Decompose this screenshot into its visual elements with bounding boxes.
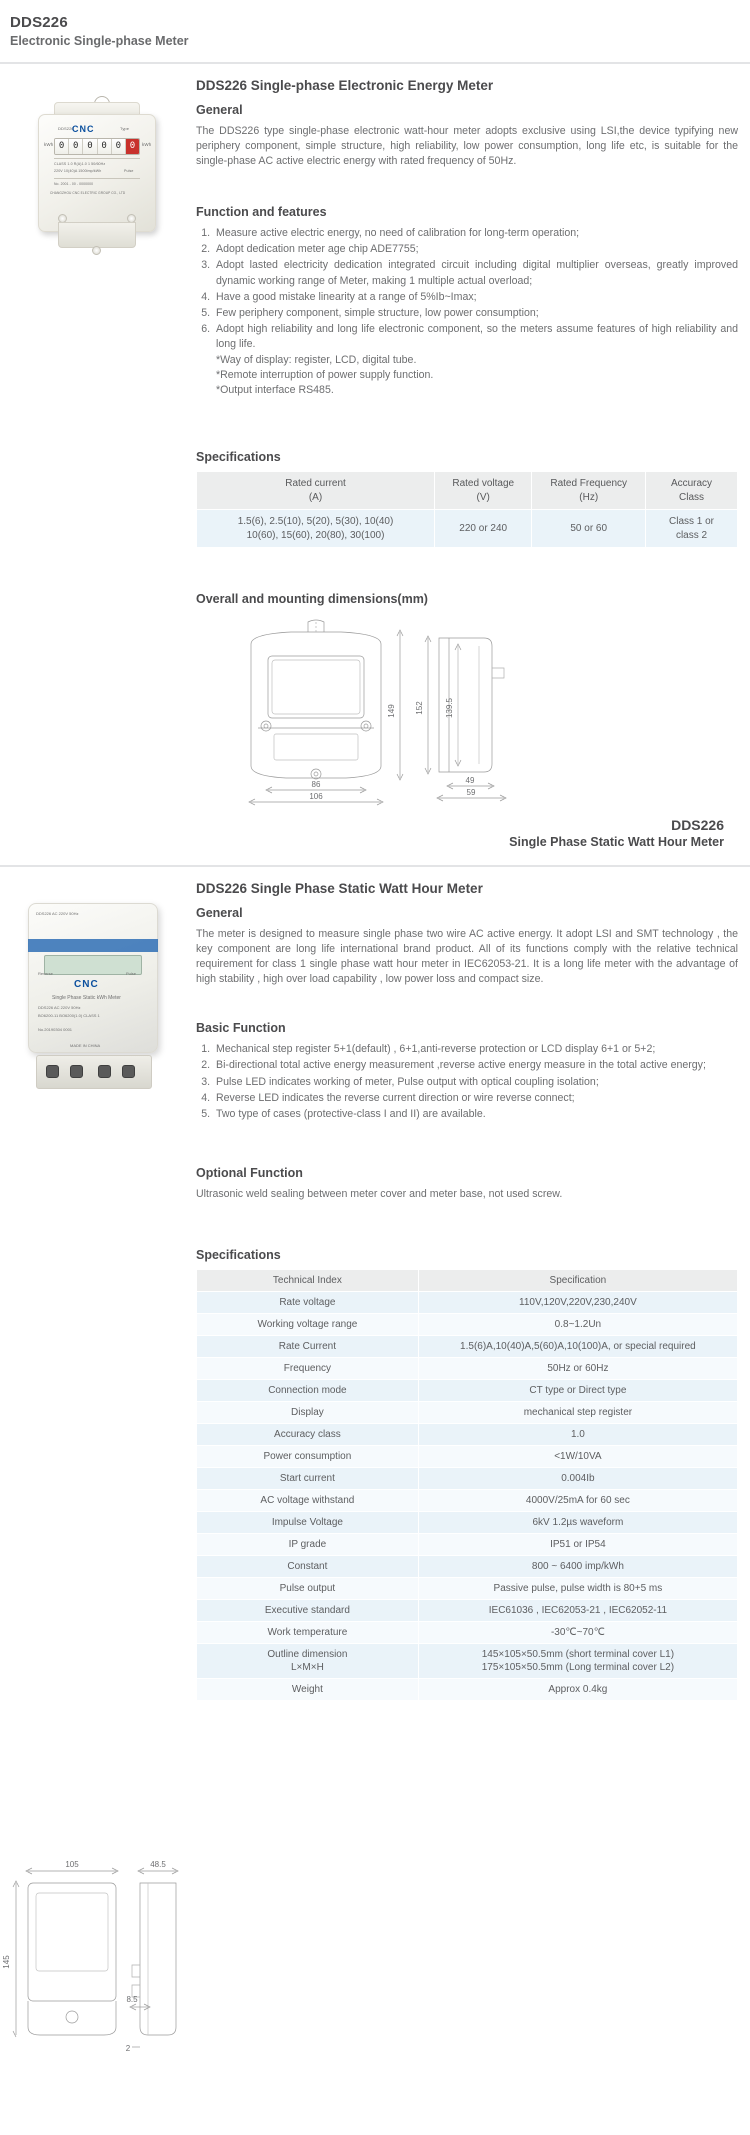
spec-heading-1: Specifications: [196, 450, 281, 465]
meter-divider-line: [54, 178, 140, 179]
product-image-2-column: [0, 881, 196, 1095]
dimension-svg-2: [0, 1855, 196, 2105]
spec-key: Display: [197, 1402, 419, 1424]
basic-function-item: 1. Mechanical step register 5+1(default) , 6+1,anti-reverse protection or LCD display 6+1 or 5+2;: [213, 1042, 738, 1057]
spec-key: Connection mode: [197, 1380, 419, 1402]
section-1: [0, 78, 750, 849]
spec-key: Constant: [197, 1556, 419, 1578]
feature-item: 5. Few periphery component, simple structure, low power consumption;: [213, 306, 738, 321]
meter-type-label-left: DDS226: [58, 126, 74, 131]
meter-spec-line-1: CLASS 1.0 R(A)1.0 1 50/60Hz: [54, 162, 106, 166]
dim2-side-small: 8.5: [126, 1995, 138, 2004]
dim-front-width-outer: 106: [309, 792, 323, 802]
table-row: [197, 1490, 738, 1512]
dim-side-depth-inner: 49: [465, 776, 475, 786]
spec-value: 0.004Ib: [418, 1468, 737, 1490]
spec-value: 4000V/25mA for 60 sec: [418, 1490, 737, 1512]
spec-key: Executive standard: [197, 1600, 419, 1622]
general-text-2: The meter is designed to measure single phase two wire AC active energy. It adopt LSI and SMT technology , the key component are long life international brand product. All of its functions comply with the relative technical requirement for class 1 single phase watt hour meter in IEC62053-21. It is a long life meter with the advantage of high stability , high over load capability , low power loss and compact size.: [196, 928, 738, 986]
cell-accuracy-class: Class 1 or class 2: [646, 510, 738, 548]
spec-key: Rate voltage: [197, 1292, 419, 1314]
spec-key: Pulse output: [197, 1578, 419, 1600]
spec-value: 0.8~1.2Un: [418, 1314, 737, 1336]
optional-function-heading: Optional Function: [196, 1166, 303, 1181]
basic-function-heading: Basic Function: [196, 1021, 286, 1036]
terminal-hole: [98, 1065, 111, 1078]
table-row: [197, 1380, 738, 1402]
meter2-title-label: Single Phase Static kWh Meter: [52, 995, 121, 1002]
table-row: [197, 1578, 738, 1600]
register-digit-decimal: 0: [126, 139, 139, 154]
feature-note: *Output interface RS485.: [216, 384, 334, 397]
spec-table-1: [196, 471, 738, 548]
meter-divider-line: [54, 158, 140, 159]
spec-value: IP51 or IP54: [418, 1534, 737, 1556]
table-row: [197, 1600, 738, 1622]
meter2-blue-band: [28, 939, 158, 952]
dim2-side-width: 48.5: [150, 1860, 166, 1869]
general-heading-1: General: [196, 103, 243, 117]
dim2-front-width: 105: [65, 1860, 79, 1869]
spec-value: 110V,120V,220V,230,240V: [418, 1292, 737, 1314]
dimensions-heading-1: Overall and mounting dimensions(mm): [196, 592, 428, 607]
general-heading-2: General: [196, 906, 243, 921]
meter-bottom-screw: [92, 246, 101, 255]
table-row: [197, 1358, 738, 1380]
spec-key: Accuracy class: [197, 1424, 419, 1446]
spec-key: Start current: [197, 1468, 419, 1490]
feature-note: *Way of display: register, LCD, digital tube.: [216, 353, 417, 366]
basic-function-list: [196, 1042, 738, 1122]
meter2-pulse-label: Pulse: [126, 971, 137, 977]
meter-type-label-right: Type: [120, 126, 130, 131]
product-caption-1: [196, 817, 738, 849]
page-title: DDS226: [10, 14, 68, 31]
spec-value: CT type or Direct type: [418, 1380, 737, 1402]
spec-value: 6kV 1.2µs waveform: [418, 1512, 737, 1534]
table-row: [197, 1424, 738, 1446]
spec-value: -30℃~70℃: [418, 1622, 737, 1644]
section-divider: [0, 865, 750, 867]
dim-front-height: 149: [387, 704, 396, 718]
table-row: [197, 1446, 738, 1468]
col-header-rated-frequency: Rated Frequency (Hz): [532, 472, 646, 510]
meter2-top-label: DDS226 AC 220V 50Hz: [36, 911, 79, 917]
meter2-origin-label: MADE IN CHINA: [70, 1043, 101, 1049]
meter2-brand-logo: CNC: [74, 979, 99, 991]
table-row: [197, 1556, 738, 1578]
dim-side-depth-outer: 59: [466, 788, 476, 798]
page-subtitle: Electronic Single-phase Meter: [10, 34, 189, 48]
feature-item: [213, 322, 738, 398]
table-row: [197, 1402, 738, 1424]
product-photo-dds226-meter: [28, 96, 168, 256]
table-row: [197, 1468, 738, 1490]
spec-value: mechanical step register: [418, 1402, 737, 1424]
cell-rated-voltage: 220 or 240: [435, 510, 532, 548]
spec-key: Rate Current: [197, 1336, 419, 1358]
dim2-front-height: 145: [2, 1955, 11, 1969]
spec-value: IEC61036 , IEC62053-21 , IEC62052-11: [418, 1600, 737, 1622]
meter2-serial-line: No.20190304 0001: [38, 1027, 73, 1033]
section-2-content: [196, 881, 750, 1701]
spec-key: Impulse Voltage: [197, 1512, 419, 1534]
feature-note: *Remote interruption of power supply function.: [216, 368, 434, 381]
meter-body: [38, 114, 156, 232]
register-digit: 0: [83, 139, 97, 154]
table-row: [197, 510, 738, 548]
spec-key: Frequency: [197, 1358, 419, 1380]
spec-value: 1.5(6)A,10(40)A,5(60)A,10(100)A, or special required: [418, 1336, 737, 1358]
meter-pulse-label: Pulse: [124, 169, 134, 173]
spec-table-2: [196, 1269, 738, 1701]
meter-brand-logo: CNC: [72, 124, 95, 134]
basic-function-item: 4. Reverse LED indicates the reverse current direction or wire reverse connect;: [213, 1091, 738, 1106]
dimension-drawing-2: [0, 1855, 196, 2105]
cell-rated-current: 1.5(6), 2.5(10), 5(20), 5(30), 10(40) 10(60), 15(60), 20(80), 30(100): [197, 510, 435, 548]
spec-key: Power consumption: [197, 1446, 419, 1468]
feature-item: 4. Have a good mistake linearity at a range of 5%Ib~Imax;: [213, 290, 738, 305]
meter-unit-left: kWh: [44, 142, 54, 147]
header-divider: [0, 62, 750, 64]
feature-item: 3. Adopt lasted electricity dedication integrated circuit including digital multiplier overseas, greatly improved dynamic working range of Meter, making 1 multiple actual overload;: [213, 258, 738, 288]
basic-function-item: 3. Pulse LED indicates working of meter, Pulse output with optical coupling isolation;: [213, 1075, 738, 1090]
dimension-svg-1: [196, 616, 556, 811]
spec-value: 1.0: [418, 1424, 737, 1446]
section-1-title: DDS226 Single-phase Electronic Energy Meter: [196, 78, 494, 93]
features-heading: Function and features: [196, 205, 327, 219]
dim-side-height-outer: 152: [415, 701, 424, 715]
document-header: [0, 0, 750, 56]
section-2-title: DDS226 Single Phase Static Watt Hour Meter: [196, 881, 483, 897]
feature-item: 2. Adopt dedication meter age chip ADE7755;: [213, 242, 738, 257]
meter2-reverse-label: Reverse: [38, 971, 53, 977]
table-row: [197, 1314, 738, 1336]
terminal-hole: [122, 1065, 135, 1078]
meter-terminal-block: [58, 222, 136, 248]
col-header-technical-index: Technical Index: [197, 1270, 419, 1292]
table-row: [197, 1679, 738, 1701]
product-photo-static-watt-hour-meter: [22, 895, 172, 1095]
basic-function-item: 2. Bi-directional total active energy measurement ,reverse active energy measure in the total active energy;: [213, 1058, 738, 1073]
meter-spec-line-2: 220V 10(40)A 1500imp/kWh: [54, 169, 102, 173]
col-header-specification: Specification: [418, 1270, 737, 1292]
table-row: [197, 1512, 738, 1534]
table-header-row: [197, 472, 738, 510]
spec-value: 50Hz or 60Hz: [418, 1358, 737, 1380]
register-digit: 0: [98, 139, 112, 154]
optional-function-text: Ultrasonic weld sealing between meter cover and meter base, not used screw.: [196, 1188, 563, 1201]
spec-key: Weight: [197, 1679, 419, 1701]
table-row: [197, 1534, 738, 1556]
meter-manufacturer-line: CHANGZHOU CNC ELECTRIC GROUP CO., LTD: [50, 191, 126, 195]
section-1-content: [196, 78, 750, 849]
col-header-rated-current: Rated current (A): [197, 472, 435, 510]
general-text-1: The DDS226 type single-phase electronic watt-hour meter adopts exclusive using LSI,the device typifying new periphery component, simple structure, high reliability, low power consumption, long life etc, is suitable for the single-phase AC active electric energy with rated frequency of 50Hz.: [196, 125, 738, 167]
table-header-row: [197, 1270, 738, 1292]
dimension-drawing-1: [196, 616, 738, 811]
basic-function-item: 5. Two type of cases (protective-class I and II) are available.: [213, 1107, 738, 1122]
terminal-hole: [70, 1065, 83, 1078]
table-row: [197, 1644, 738, 1679]
cell-rated-frequency: 50 or 60: [532, 510, 646, 548]
register-digit: 0: [112, 139, 126, 154]
section-2: [0, 881, 750, 1701]
col-header-rated-voltage: Rated voltage (V): [435, 472, 532, 510]
meter2-spec-line-2: BO6200-11 BO6200(1.0) CLASS 1: [38, 1013, 100, 1019]
spec-value: Passive pulse, pulse width is 80+5 ms: [418, 1578, 737, 1600]
spec-key: Working voltage range: [197, 1314, 419, 1336]
spec-key: IP grade: [197, 1534, 419, 1556]
caption-model: DDS226: [671, 817, 724, 834]
spec-heading-2: Specifications: [196, 1248, 281, 1263]
product-image-1-column: [0, 78, 196, 256]
feature-item: 1. Measure active electric energy, no need of calibration for long-term operation;: [213, 226, 738, 241]
col-header-accuracy-class: Accuracy Class: [646, 472, 738, 510]
spec-value: Approx 0.4kg: [418, 1679, 737, 1701]
table-row: [197, 1336, 738, 1358]
spec-value: 800 ~ 6400 imp/kWh: [418, 1556, 737, 1578]
meter-unit-label: kWh: [142, 142, 152, 147]
spec-value: <1W/10VA: [418, 1446, 737, 1468]
feature-text: Adopt high reliability and long life electronic component, so the meters assume features of high reliability and long life.: [216, 323, 738, 351]
dim-side-height-inner: 139.5: [445, 698, 454, 719]
table-row: [197, 1292, 738, 1314]
register-digit: 0: [55, 139, 69, 154]
meter-register-display: [54, 138, 140, 155]
spec-key: Work temperature: [197, 1622, 419, 1644]
caption-description: Single Phase Static Watt Hour Meter: [509, 835, 724, 850]
terminal-hole: [46, 1065, 59, 1078]
dim-front-width-inner: 86: [311, 780, 321, 790]
page-footer-spacer: [0, 1701, 750, 1731]
dim2-side-bottom: 2: [125, 2044, 131, 2053]
meter-serial-line: No. 2001 - 00 - 0000000: [54, 182, 94, 186]
meter2-spec-line-1: DDS226 AC 220V 50Hz: [38, 1005, 81, 1011]
spec-key: AC voltage withstand: [197, 1490, 419, 1512]
features-list: [196, 226, 738, 398]
register-digit: 0: [69, 139, 83, 154]
spec-key-outline: Outline dimension L×M×H: [197, 1644, 419, 1679]
spec-value-outline: 145×105×50.5mm (short terminal cover L1) 175×105×50.5mm (Long terminal cover L2): [418, 1644, 737, 1679]
table-row: [197, 1622, 738, 1644]
